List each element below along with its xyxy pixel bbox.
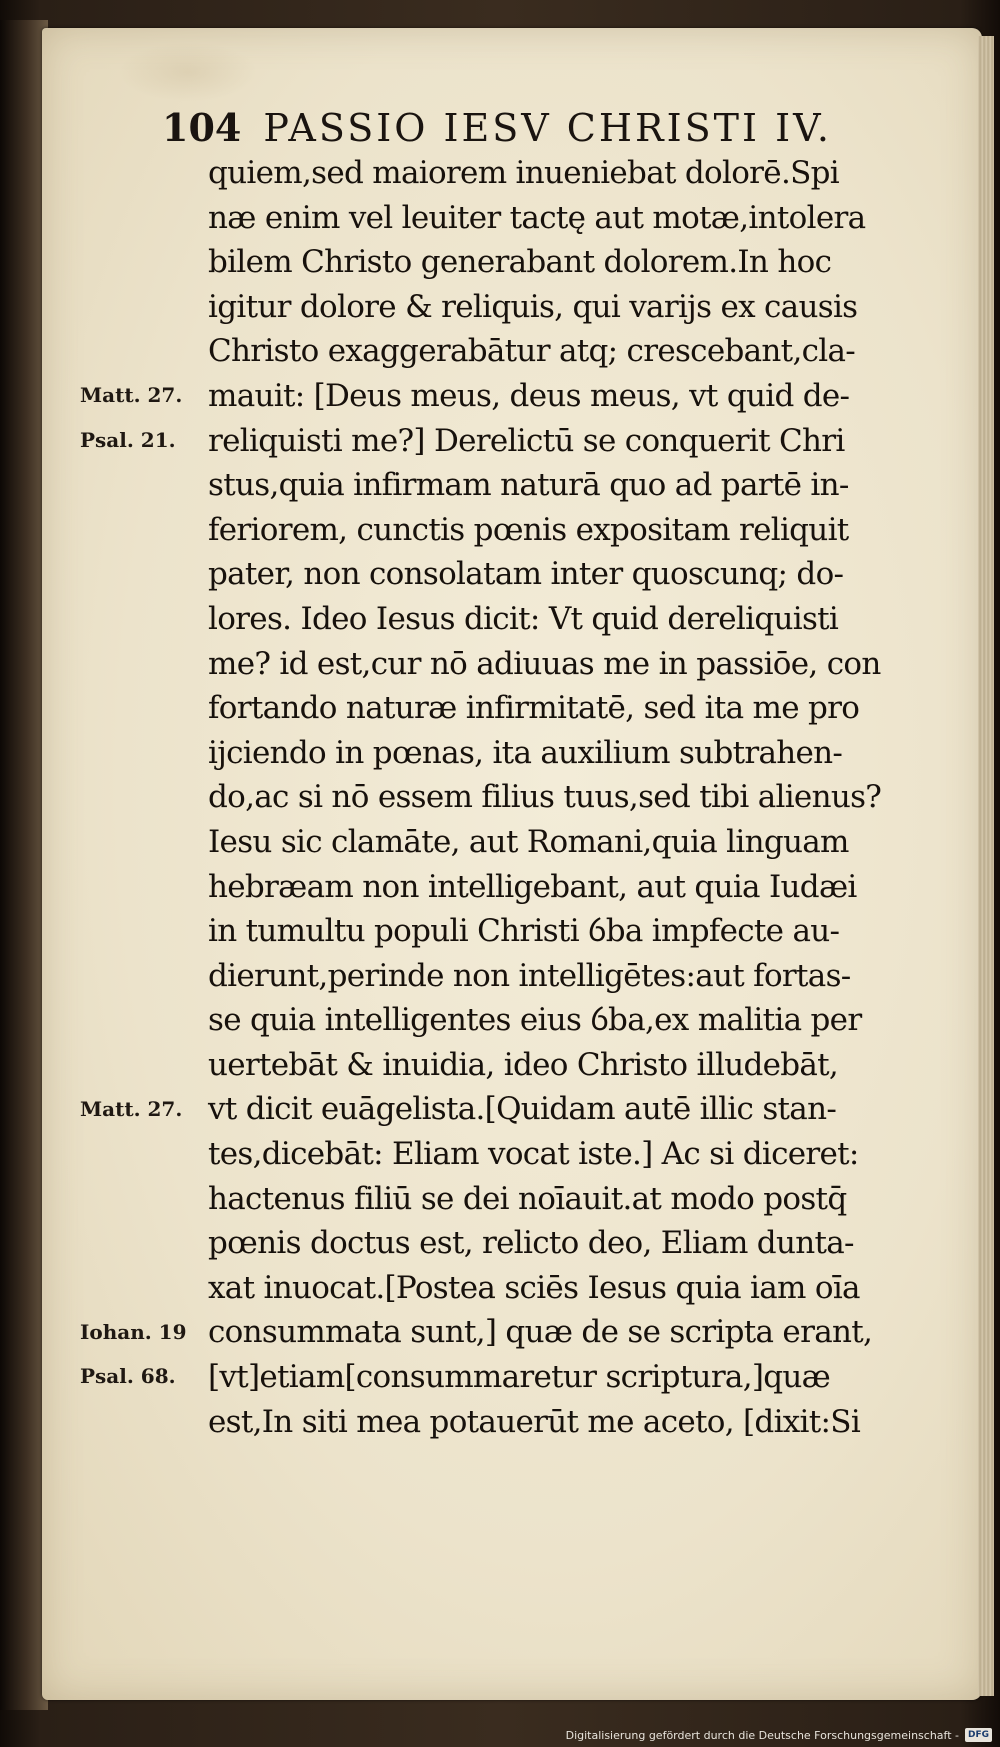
text-line: hebræam non intelligebant, aut quia Iudæi [208,868,857,905]
text-line: tes,dicebāt: Eliam vocat iste.] Ac si diceret: [208,1136,859,1173]
running-head [162,100,902,156]
text-line: igitur dolore & reliquis, qui varijs ex causis [208,288,858,325]
text-line: hactenus filiū se dei noīauit.at modo postq̄ [208,1180,847,1217]
margin-citation: Matt. 27. [80,383,183,407]
running-head-title: PASSIO IESV CHRISTI IV. [263,106,832,150]
text-line: Iesu sic clamāte, aut Romani,quia linguam [208,823,849,860]
text-line: bilem Christo generabant dolorem.In hoc [208,244,832,281]
dfg-logo-icon: DFG [965,1728,992,1742]
page-edges [978,36,994,1696]
text-line: vt dicit euāgelista.[Quidam autē illic stan- [208,1091,837,1128]
text-line: [vt]etiam[consummaretur scriptura,]quæ [208,1359,831,1396]
margin-citation: Matt. 27. [80,1096,183,1121]
credit-text: Digitalisierung gefördert durch die Deutsche Forschungsgemeinschaft - [565,1728,959,1742]
text-line: stus,quia infirmam naturā quo ad partē in- [208,467,849,504]
book-spine-shadow [0,20,48,1710]
digitization-credit [566,1725,992,1745]
text-line: xat inuocat.[Postea sciēs Iesus quia iam oīa [208,1269,860,1306]
text-line: Christo exaggerabātur atq; crescebant,cla- [208,333,856,370]
body-text [208,151,908,1444]
text-line: fortando naturæ infirmitatē, sed ita me pro [208,690,860,727]
paper-stain [118,42,258,102]
text-line: næ enim vel leuiter tactę aut motæ,intolera [208,199,866,236]
text-line: consummata sunt,] quæ de se scripta erant, [208,1314,873,1351]
text-line: me? id est,cur nō adiuuas me in passiōe, con [208,645,881,682]
text-line: uertebāt & inuidia, ideo Christo illudebāt, [208,1046,839,1083]
text-line: se quia intelligentes eius ỽba,ex malitia per [208,1002,862,1039]
text-line: mauit: [Deus meus, deus meus, vt quid de- [208,377,850,414]
text-line: est,In siti mea potauerūt me aceto, [dixit:Si [208,1403,861,1440]
margin-citation: Iohan. 19 [80,1319,187,1344]
text-line: pater, non consolatam inter quoscunq; do- [208,556,844,593]
text-line: feriorem, cunctis pœnis expositam reliquit [208,511,849,548]
text-line: quiem,sed maiorem inueniebat dolorē.Spi [208,155,839,191]
text-line: lores. Ideo Iesus dicit: Vt quid dereliquisti [208,600,839,637]
margin-citation: Psal. 68. [80,1364,176,1389]
text-line: ijciendo in pœnas, ita auxilium subtrahen- [208,734,843,771]
text-line: do,ac si nō essem filius tuus,sed tibi alienus? [208,779,882,816]
text-line: reliquisti me?] Derelictū se conquerit Chri [208,422,845,459]
text-line: dierunt,perinde non intelligētes:aut fortas- [208,957,851,994]
text-line: pœnis doctus est, relicto deo, Eliam dunta- [208,1225,854,1262]
margin-citation: Psal. 21. [80,427,176,452]
text-line: in tumultu populi Christi ỽba impfecte au- [208,913,840,950]
page-number: 104 [162,105,242,150]
